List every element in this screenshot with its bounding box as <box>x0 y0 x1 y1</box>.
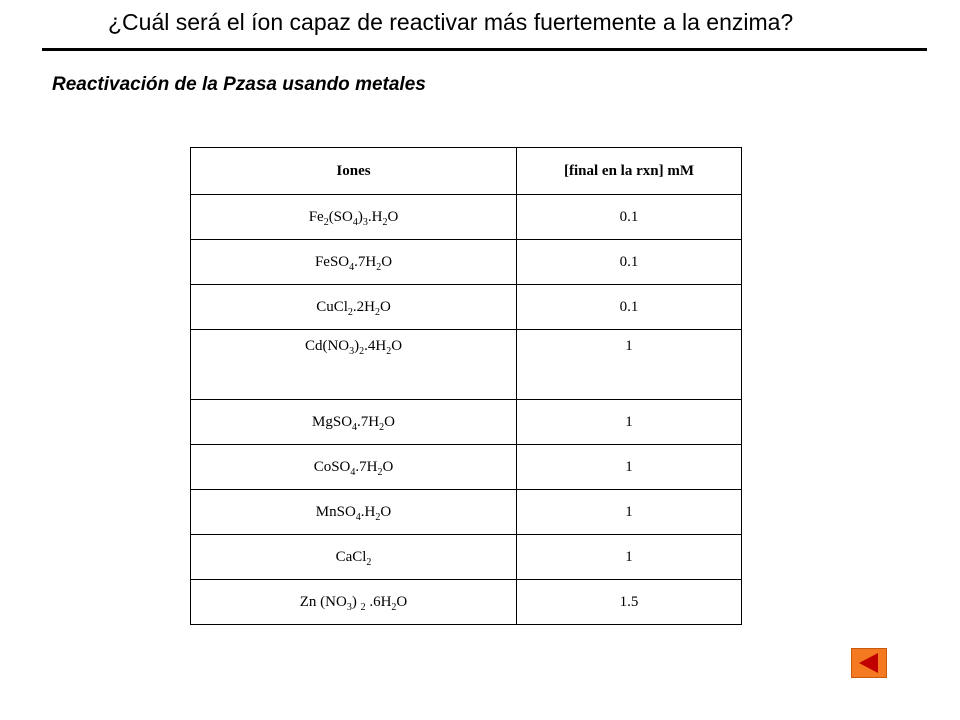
ion-cell: $Fe_2(SO_4)_3.H_2O$ <box>191 195 517 240</box>
title-divider <box>42 48 927 51</box>
back-triangle-icon <box>852 649 886 677</box>
table-row <box>191 285 742 330</box>
concentration-cell: 1.5 <box>517 580 742 625</box>
table-row <box>191 240 742 285</box>
header-ions: Iones <box>191 148 517 195</box>
back-button[interactable] <box>851 648 887 678</box>
concentration-cell: 1 <box>517 445 742 490</box>
ion-cell: $MgSO_4.7H_2O$ <box>191 400 517 445</box>
concentration-cell: 0.1 <box>517 240 742 285</box>
table-row <box>191 330 742 400</box>
header-concentration: [final en la rxn] mM <box>517 148 742 195</box>
table-row <box>191 535 742 580</box>
table-row <box>191 490 742 535</box>
table-row <box>191 195 742 240</box>
ion-cell: Zn $(NO_3)$ $_2$ $.6H_2O$ <box>191 580 517 625</box>
table-row <box>191 445 742 490</box>
ion-cell: $MnSO_4.H_2O$ <box>191 490 517 535</box>
concentration-cell: 1 <box>517 330 742 400</box>
concentration-cell: 1 <box>517 490 742 535</box>
concentration-cell: 0.1 <box>517 195 742 240</box>
table-row <box>191 580 742 625</box>
ion-cell: $FeSO_4.7H_2O$ <box>191 240 517 285</box>
ion-cell: $CoSO_4.7H_2O$ <box>191 445 517 490</box>
ion-cell: CaCl$_2$ <box>191 535 517 580</box>
ion-cell: $CuCl_2.2H_2O$ <box>191 285 517 330</box>
ion-cell: $Cd(NO_3)_2.4H_2O$ <box>191 330 517 400</box>
concentration-cell: 1 <box>517 400 742 445</box>
slide-title: ¿Cuál será el íon capaz de reactivar más fuertemente a la enzima? <box>108 9 794 35</box>
concentration-cell: 1 <box>517 535 742 580</box>
slide-subtitle: Reactivación de la Pzasa usando metales <box>52 74 426 95</box>
table-body <box>191 195 742 625</box>
ions-table <box>190 147 742 625</box>
table-row <box>191 400 742 445</box>
table-header-row <box>191 148 742 195</box>
concentration-cell: 0.1 <box>517 285 742 330</box>
